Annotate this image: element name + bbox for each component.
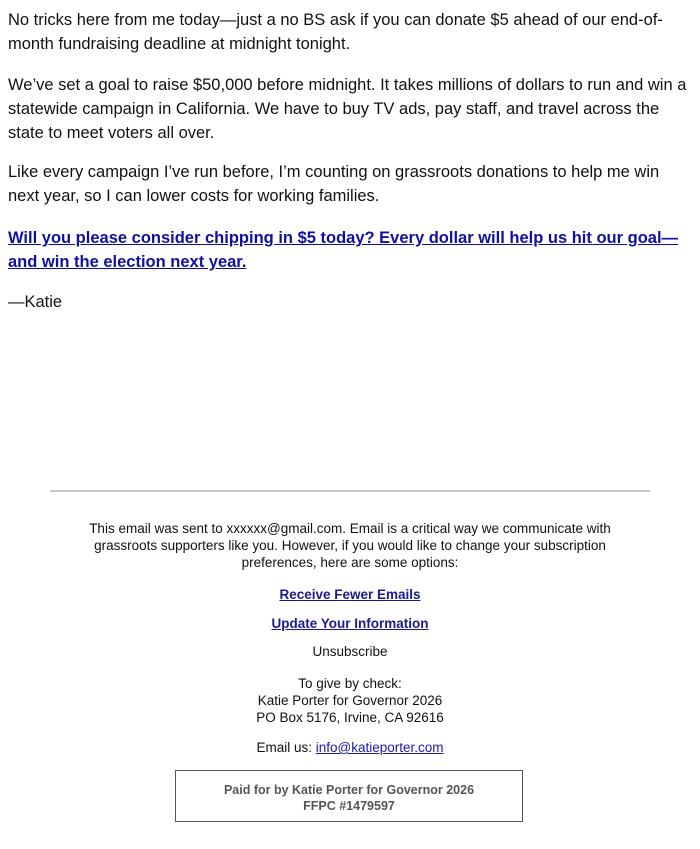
body-paragraph-3: Like every campaign I’ve run before, I’m counting on grassroots donations to help me win next year, so I can lower costs for working families. — [8, 163, 660, 205]
body-paragraph-2: We’ve set a goal to raise $50,000 before midnight. It takes millions of dollars to run and win a statewide campaign in California. We have to buy TV ads, pay staff, and travel across the state to meet voters all over. — [8, 76, 687, 142]
paid-for-disclaimer — [175, 770, 523, 822]
email-label: Email us: — [256, 740, 312, 755]
check-heading: To give by check: — [298, 676, 402, 691]
check-address: PO Box 5176, Irvine, CA 92616 — [256, 710, 444, 725]
unsubscribe-link[interactable]: Unsubscribe — [312, 644, 388, 659]
subscription-notice: This email was sent to xxxxxx@gmail.com. Email is a critical way we communicate with grassroots supporters like you. However, if you would like to change your subscription preferences, here are some options: — [89, 521, 611, 570]
donate-cta-link[interactable]: Will you please consider chipping in $5 today? Every dollar will help us hit our goal—and win the election next year. — [8, 229, 679, 271]
email-footer — [50, 520, 650, 755]
contact-email-link[interactable]: info@katieporter.com — [315, 740, 444, 755]
donate-cta-paragraph — [8, 226, 688, 274]
check-payee: Katie Porter for Governor 2026 — [257, 693, 443, 708]
check-donation-info — [50, 675, 650, 726]
contact-email — [50, 739, 650, 756]
paid-for-text: Paid for by Katie Porter for Governor 2026 — [223, 783, 475, 797]
update-information-link[interactable]: Update Your Information — [271, 616, 429, 631]
ffpc-number: FFPC #1479597 — [303, 799, 395, 813]
signature: —Katie — [8, 293, 63, 311]
receive-fewer-emails-link[interactable]: Receive Fewer Emails — [279, 587, 421, 602]
body-paragraph-1: No tricks here from me today—just a no BS ask if you can donate $5 ahead of our end-of-month fundraising deadline at midnight tonight. — [8, 11, 663, 53]
footer-divider — [50, 490, 650, 492]
